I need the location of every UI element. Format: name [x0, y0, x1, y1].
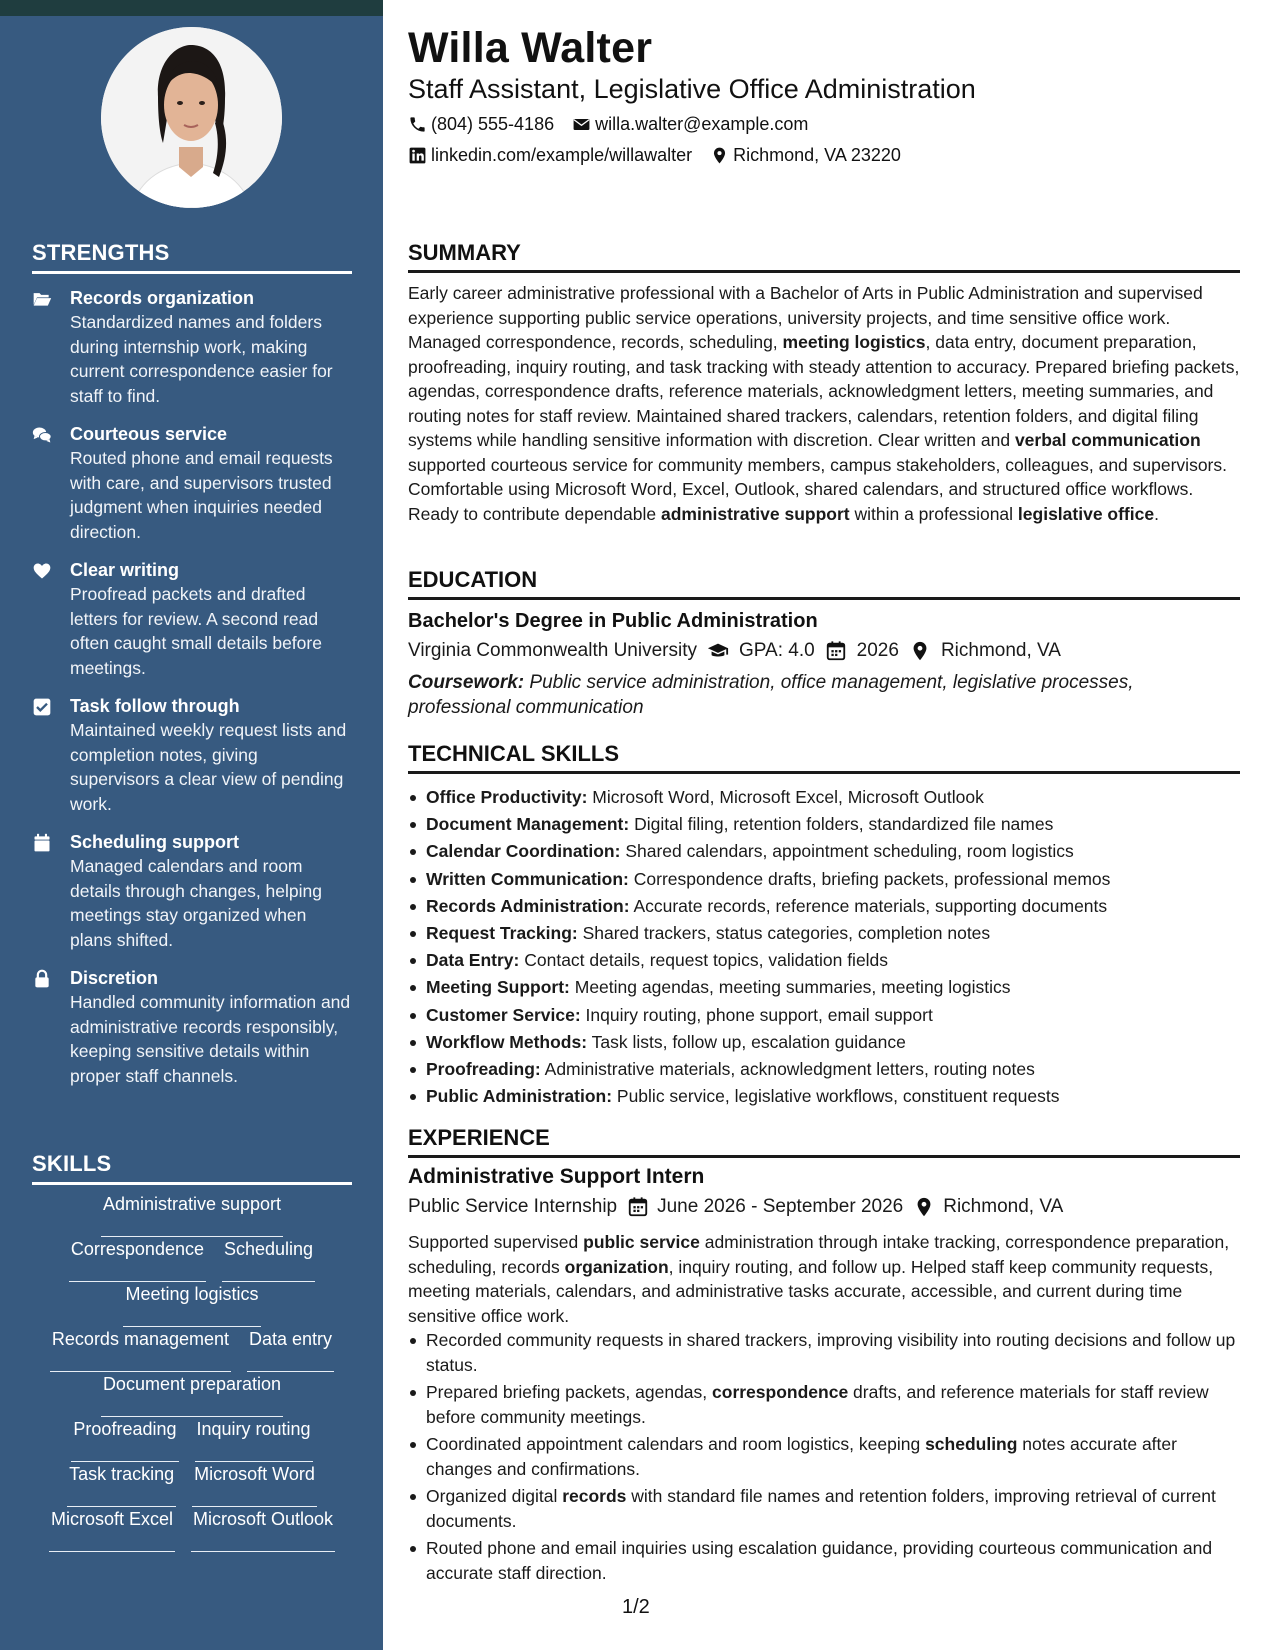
list-item — [408, 974, 1240, 1001]
list-item — [408, 1380, 1240, 1429]
text-run: Coordinated appointment calendars and room logistics, keeping — [426, 1434, 926, 1454]
education-location: Richmond, VA — [940, 640, 1061, 661]
graduation-cap-icon — [707, 640, 729, 662]
strength-item — [32, 558, 352, 680]
strength-desc: Managed calendars and room details through changes, helping meetings stay organized when plans shifted. — [70, 856, 322, 950]
strength-item — [32, 422, 352, 544]
skill-value: Public service, legislative workflows, constituent requests — [616, 1086, 1060, 1107]
skill-row — [32, 1282, 352, 1327]
text-run: notes accurate after changes and confirmations. — [426, 1434, 1177, 1479]
skill-chip: Correspondence — [69, 1237, 206, 1282]
checkbox-icon — [32, 694, 70, 816]
list-item — [408, 1432, 1240, 1481]
phone-text: (804) 555-4186 — [431, 114, 555, 134]
skill-chip: Scheduling — [222, 1237, 315, 1282]
summary-heading: SUMMARY — [408, 240, 1240, 273]
skill-label: Calendar Coordination: — [426, 841, 621, 862]
coursework — [408, 671, 1240, 720]
skill-row — [32, 1237, 352, 1282]
map-pin-icon — [710, 146, 729, 165]
list-item — [408, 1002, 1240, 1029]
list-item — [408, 811, 1240, 838]
skill-chip: Meeting logistics — [123, 1282, 260, 1327]
list-item — [408, 866, 1240, 893]
list-item — [408, 838, 1240, 865]
skill-value: Correspondence drafts, briefing packets, professional memos — [633, 868, 1111, 889]
strength-item — [32, 286, 352, 408]
job-location: Richmond, VA — [943, 1196, 1064, 1217]
skill-row — [32, 1462, 352, 1507]
strength-desc: Routed phone and email requests with care, and supervisors trusted judgment when inquiries needed direction. — [70, 448, 333, 542]
contact-location — [710, 145, 901, 166]
text-run: Supported supervised — [408, 1232, 584, 1252]
bold-keyword: correspondence — [712, 1382, 849, 1402]
linkedin-icon — [408, 146, 427, 165]
technical-skills-list — [408, 784, 1240, 1110]
skill-chip: Microsoft Excel — [49, 1507, 175, 1552]
text-run: . — [1154, 503, 1159, 524]
heart-icon — [32, 558, 70, 680]
profile-photo-illustration — [101, 27, 282, 208]
skill-value: Inquiry routing, phone support, email support — [585, 1004, 933, 1025]
bold-keyword: verbal communication — [1014, 430, 1201, 450]
skill-chip: Document preparation — [101, 1372, 283, 1417]
skill-row — [32, 1372, 352, 1417]
calendar-icon — [627, 1196, 649, 1218]
calendar-icon — [825, 640, 847, 662]
skill-label: Document Management: — [426, 814, 630, 835]
text-run: Organized digital — [426, 1486, 563, 1506]
text-run: , inquiry routing, and follow up. Helped staff keep community requests, meeting materials, calendars, and administrative tasks accurate, accessible, and current during time sensitive office work. — [408, 1256, 1214, 1326]
coursework-text: Public service administration, office management, legislative processes, professional communication — [408, 672, 1134, 718]
text-run: within a professional — [849, 503, 1018, 524]
text-run: Early career administrative professional with a Bachelor of Arts in Public Administration and supervised experience supporting public service operations, university projects, and time sensitive office work. Managed correspondence, records, scheduling, — [408, 283, 1203, 352]
list-item — [408, 784, 1240, 811]
location-text: Richmond, VA 23220 — [733, 145, 901, 165]
bold-keyword: organization — [564, 1256, 669, 1277]
bold-keyword: meeting logistics — [782, 332, 926, 352]
skill-label: Meeting Support: — [426, 977, 570, 998]
education-heading: EDUCATION — [408, 567, 1240, 600]
list-item — [408, 947, 1240, 974]
education-details — [408, 640, 1061, 662]
coursework-label: Coursework: — [408, 672, 525, 693]
profile-photo — [101, 27, 282, 208]
experience-heading: EXPERIENCE — [408, 1125, 1240, 1158]
skill-value: Shared trackers, status categories, completion notes — [582, 923, 991, 944]
strengths-list — [32, 286, 352, 1102]
sidebar — [0, 0, 383, 1650]
candidate-name: Willa Walter — [408, 24, 653, 72]
list-item — [408, 1328, 1240, 1377]
linkedin-text: linkedin.com/example/willawalter — [431, 145, 693, 165]
job-title: Administrative Support Intern — [408, 1165, 705, 1188]
strength-title: Scheduling support — [70, 832, 239, 852]
skill-label: Public Administration: — [426, 1086, 613, 1107]
skill-chip: Inquiry routing — [195, 1417, 313, 1462]
chat-bubbles-icon — [32, 422, 70, 544]
strength-item — [32, 694, 352, 816]
job-details — [408, 1196, 1063, 1218]
job-bullets — [408, 1328, 1240, 1588]
list-item — [408, 1056, 1240, 1083]
text-run: Routed phone and email inquiries using escalation guidance, providing courteous communication and accurate staff direction. — [426, 1538, 1213, 1583]
strengths-heading: STRENGTHS — [32, 240, 352, 274]
skill-value: Accurate records, reference materials, supporting documents — [633, 895, 1108, 916]
skill-row — [32, 1192, 352, 1237]
list-item — [408, 1083, 1240, 1110]
skill-value: Digital filing, retention folders, standardized file names — [634, 814, 1054, 835]
contact-linkedin[interactable] — [408, 145, 692, 166]
map-pin-icon — [909, 640, 931, 662]
text-run: administration through intake tracking, correspondence preparation, scheduling, records — [408, 1232, 1230, 1277]
text-run: drafts, and reference materials for staff review before community meetings. — [426, 1382, 1209, 1427]
degree-title: Bachelor's Degree in Public Administration — [408, 610, 818, 632]
gpa: GPA: 4.0 — [738, 640, 815, 661]
skill-chip: Data entry — [247, 1327, 334, 1372]
contact-row — [408, 145, 919, 166]
folder-open-icon — [32, 286, 70, 408]
contact-phone — [408, 114, 554, 135]
skill-row — [32, 1507, 352, 1552]
skill-value: Microsoft Word, Microsoft Excel, Microsoft Outlook — [592, 787, 984, 807]
job-summary — [408, 1230, 1240, 1328]
list-item — [408, 1484, 1240, 1533]
list-item — [408, 893, 1240, 920]
skill-chip: Records management — [50, 1327, 231, 1372]
list-item — [408, 1536, 1240, 1585]
bold-keyword: scheduling — [925, 1434, 1018, 1454]
school-name: Virginia Commonwealth University — [408, 640, 697, 661]
technical-skills-heading: TECHNICAL SKILLS — [408, 741, 1240, 774]
skill-label: Workflow Methods: — [426, 1031, 588, 1052]
skill-chip: Microsoft Word — [192, 1462, 317, 1507]
skill-label: Written Communication: — [426, 868, 629, 889]
strength-title: Clear writing — [70, 560, 180, 580]
skill-value: Contact details, request topics, validation fields — [524, 950, 889, 971]
list-item — [408, 1029, 1240, 1056]
strength-title: Records organization — [70, 288, 255, 308]
bold-keyword: administrative support — [660, 503, 850, 524]
skill-chip: Task tracking — [67, 1462, 176, 1507]
bold-keyword: public service — [583, 1232, 700, 1252]
graduation-year: 2026 — [856, 640, 899, 661]
strength-item — [32, 830, 352, 952]
strength-item — [32, 966, 352, 1088]
skill-chip: Microsoft Outlook — [191, 1507, 335, 1552]
calendar-icon — [32, 830, 70, 952]
list-item — [408, 920, 1240, 947]
skill-value: Task lists, follow up, escalation guidance — [591, 1031, 906, 1052]
strength-title: Courteous service — [70, 424, 228, 444]
phone-icon — [408, 115, 427, 134]
strength-desc: Maintained weekly request lists and completion notes, giving supervisors a clear view of pending work. — [70, 720, 347, 814]
bold-keyword: legislative office — [1017, 503, 1155, 524]
email-text: willa.walter@example.com — [595, 114, 809, 134]
skill-label: Records Administration: — [426, 895, 630, 916]
contact-email[interactable] — [572, 114, 808, 135]
strength-desc: Standardized names and folders during internship work, making current correspondence easier for staff to find. — [70, 312, 333, 406]
strength-title: Discretion — [70, 968, 159, 988]
skill-chip: Proofreading — [71, 1417, 178, 1462]
skill-label: Customer Service: — [426, 1004, 581, 1025]
strength-title: Task follow through — [70, 696, 240, 716]
page-number: 1/2 — [622, 1596, 650, 1618]
skill-value: Shared calendars, appointment scheduling, room logistics — [625, 841, 1074, 862]
skill-chip: Administrative support — [101, 1192, 283, 1237]
skill-label: Data Entry: — [426, 950, 520, 971]
skill-row — [32, 1327, 352, 1372]
summary-text — [408, 281, 1240, 526]
skill-label: Request Tracking: — [426, 923, 578, 944]
map-pin-icon — [913, 1196, 935, 1218]
job-dates: June 2026 - September 2026 — [657, 1196, 904, 1217]
skill-value: Meeting agendas, meeting summaries, meeting logistics — [574, 977, 1011, 998]
skill-value: Administrative materials, acknowledgment letters, routing notes — [544, 1059, 1035, 1080]
text-run: Prepared briefing packets, agendas, — [426, 1382, 713, 1402]
skill-label: Office Productivity: — [426, 787, 588, 807]
envelope-icon — [572, 115, 591, 134]
text-run: Recorded community requests in shared trackers, improving visibility into routing decisions and follow up status. — [426, 1330, 1236, 1375]
text-run: with standard file names and retention folders, improving retrieval of current documents. — [426, 1486, 1216, 1531]
strength-desc: Proofread packets and drafted letters for review. A second read often caught small details before meetings. — [70, 584, 322, 678]
skill-row — [32, 1417, 352, 1462]
candidate-headline: Staff Assistant, Legislative Office Administration — [408, 74, 976, 104]
skill-label: Proofreading: — [426, 1059, 541, 1080]
sidebar-top-bar — [0, 0, 383, 16]
text-run: supported courteous service for community members, campus stakeholders, colleagues, and supervisors. Comfortable using Microsoft Word, Excel, Outlook, shared calendars, and structured office workflows. Ready to contribute dependable — [408, 454, 1227, 524]
skills-cloud — [32, 1192, 352, 1552]
contact-row — [408, 114, 826, 135]
lock-icon — [32, 966, 70, 1088]
job-organization: Public Service Internship — [408, 1196, 618, 1217]
skills-heading: SKILLS — [32, 1151, 352, 1185]
strength-desc: Handled community information and administrative records responsibly, keeping sensitive details within proper staff channels. — [70, 992, 351, 1086]
text-run: , data entry, document preparation, proofreading, inquiry routing, and task tracking with steady attention to accuracy. Prepared briefing packets, agendas, correspondence drafts, reference materials, acknowledgment letters, meeting summaries, and routing notes for staff review. Maintained shared trackers, calendars, retention folders, and digital filing systems while handling sensitive information with discretion. Clear written and — [408, 332, 1240, 450]
bold-keyword: records — [562, 1486, 627, 1506]
